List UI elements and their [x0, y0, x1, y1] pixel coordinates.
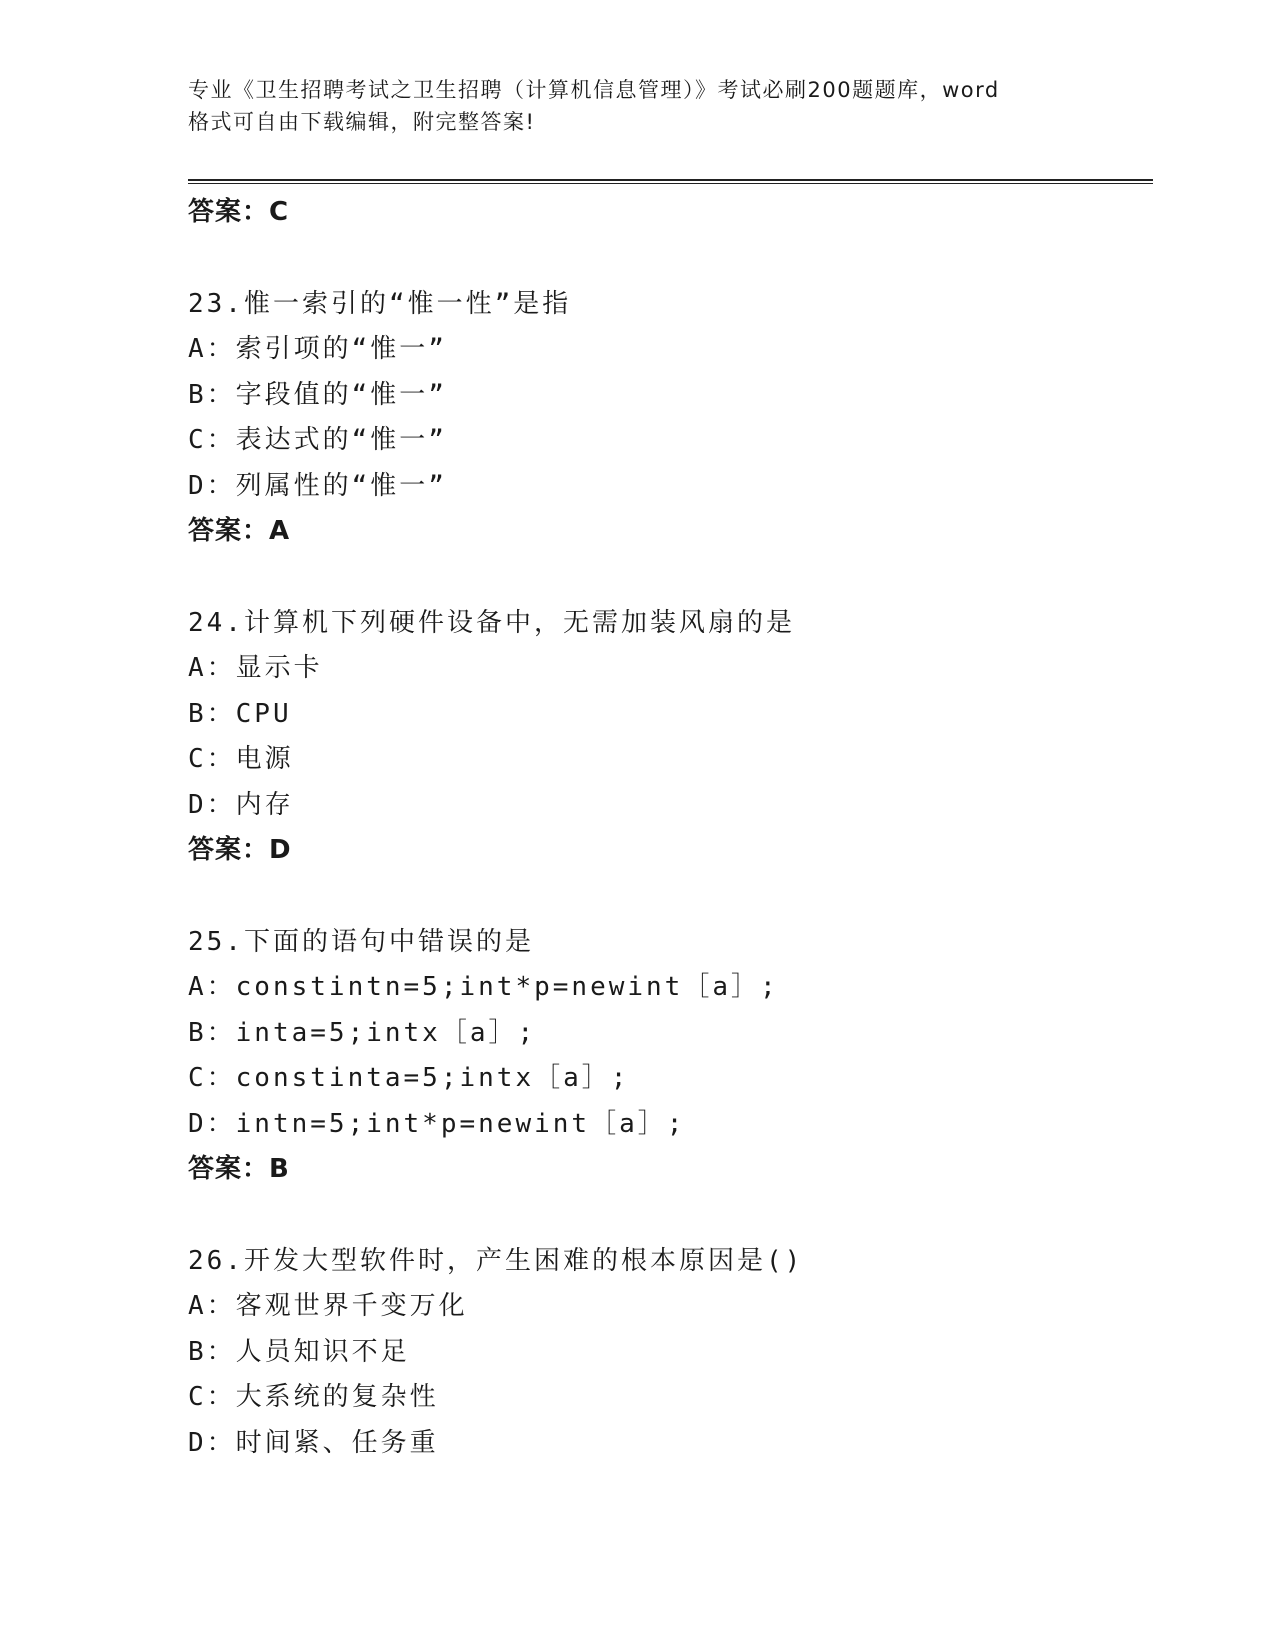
- option-c: C：表达式的“惟一”: [188, 425, 447, 455]
- document-header: [188, 74, 1088, 138]
- question-block: [188, 282, 1148, 555]
- question-content: [188, 190, 1148, 1466]
- answer-line: 答案：A: [188, 516, 291, 546]
- answer-line: 答案：B: [188, 1154, 290, 1184]
- option-d: D：列属性的“惟一”: [188, 470, 447, 501]
- option-c: C：电源: [188, 744, 294, 774]
- question-block: [188, 1239, 1148, 1467]
- option-b: B：人员知识不足: [188, 1336, 410, 1367]
- question-block: [188, 601, 1148, 874]
- question-block: [188, 920, 1148, 1193]
- question-stem: 23.惟一索引的“惟一性”是指: [188, 288, 572, 319]
- option-a: A：索引项的“惟一”: [188, 334, 447, 364]
- option-c: C：大系统的复杂性: [188, 1382, 439, 1412]
- option-b: B：inta=5;intx［a］;: [188, 1017, 537, 1048]
- header-line-2: 格式可自由下载编辑，附完整答案!: [188, 110, 536, 134]
- option-a: A：constintn=5;int*p=newint［a］;: [188, 972, 779, 1002]
- header-line-1: 专业《卫生招聘考试之卫生招聘（计算机信息管理）》考试必刷200题题库，word: [188, 78, 1000, 102]
- option-d: D：时间紧、任务重: [188, 1427, 439, 1458]
- option-b: B：CPU: [188, 698, 292, 729]
- header-rule-thin: [188, 183, 1153, 184]
- answer-line: 答案：C: [188, 197, 290, 227]
- option-d: D：intn=5;int*p=newint［a］;: [188, 1108, 686, 1139]
- option-b: B：字段值的“惟一”: [188, 379, 447, 410]
- header-rule-thick: [188, 179, 1153, 181]
- option-a: A：显示卡: [188, 653, 323, 683]
- option-d: D：内存: [188, 789, 294, 820]
- question-stem: 24.计算机下列硬件设备中，无需加装风扇的是: [188, 607, 795, 638]
- answer-line: 答案：D: [188, 835, 292, 865]
- question-stem: 25.下面的语句中错误的是: [188, 926, 534, 957]
- option-c: C：constinta=5;intx［a］;: [188, 1063, 630, 1093]
- question-stem: 26.开发大型软件时，产生困难的根本原因是(): [188, 1245, 804, 1276]
- option-a: A：客观世界千变万化: [188, 1291, 468, 1321]
